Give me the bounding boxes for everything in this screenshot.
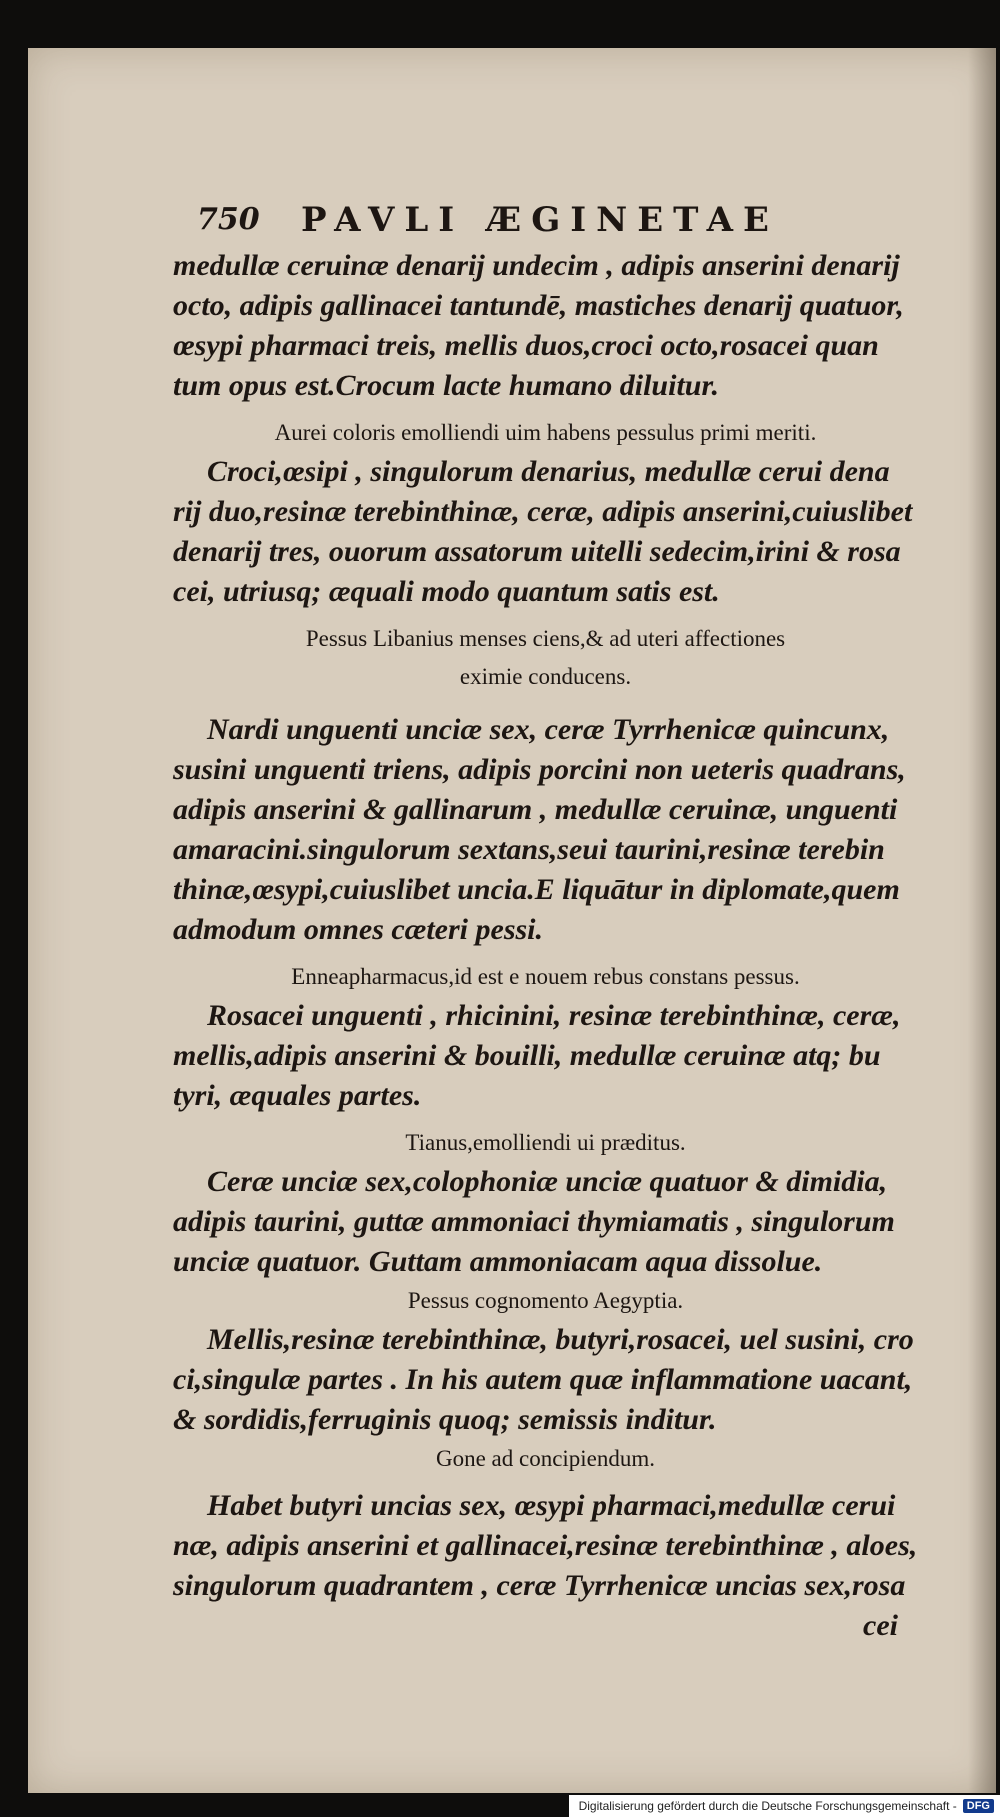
- section-enneapharmacus: [173, 958, 918, 1116]
- digitization-credit: [569, 1795, 1000, 1817]
- recipe-heading: Enneapharmacus,id est e nouem rebus constans pessus.: [291, 964, 800, 989]
- credit-text: Digitalisierung gefördert durch die Deutsche Forschungsgemeinschaft -: [578, 1799, 957, 1813]
- text-line: medullæ ceruinæ denarij undecim , adipis anserini denarij: [173, 249, 900, 282]
- recipe-heading: eximie conducens.: [459, 664, 632, 689]
- page-header: [173, 198, 918, 246]
- section-pessus-libanius: [173, 620, 918, 950]
- text-line: tyri, æquales partes.: [173, 1079, 422, 1112]
- section-gone: [173, 1440, 918, 1606]
- text-line: rij duo,resinæ terebinthinæ, ceræ, adipis anserini,cuiuslibet: [173, 495, 913, 528]
- text-line: ci,singulæ partes . In his autem quæ inflammatione uacant,: [173, 1363, 913, 1396]
- text-line: Rosacei unguenti , rhicinini, resinæ terebinthinæ, ceræ,: [207, 999, 901, 1032]
- text-block: [173, 198, 918, 1646]
- recipe-heading: Aurei coloris emolliendi uim habens pessulus primi meriti.: [274, 420, 817, 445]
- text-line: adipis anserini & gallinarum , medullæ ceruinæ, unguenti: [173, 793, 898, 826]
- text-line: Nardi unguenti unciæ sex, ceræ Tyrrhenicæ quincunx,: [207, 713, 890, 746]
- text-line: Habet butyri uncias sex, œsypi pharmaci,medullæ cerui: [207, 1489, 896, 1522]
- text-line: thinæ,œsypi,cuiuslibet uncia.E liquātur in diplomate,quem: [173, 873, 900, 906]
- text-line: mellis,adipis anserini & bouilli, medullæ ceruinæ atq; bu: [173, 1039, 881, 1072]
- section-tianus: [173, 1124, 918, 1282]
- opening-paragraph: [173, 246, 918, 406]
- book-page: [28, 48, 996, 1793]
- text-line: Mellis,resinæ terebinthinæ, butyri,rosacei, uel susini, cro: [207, 1323, 914, 1356]
- text-line: & sordidis,ferruginis quoq; semissis inditur.: [173, 1403, 717, 1436]
- recipe-heading: Gone ad concipiendum.: [435, 1446, 656, 1471]
- section-pessus-aegyptia: [173, 1282, 918, 1440]
- text-line: Ceræ unciæ sex,colophoniæ unciæ quatuor & dimidia,: [207, 1165, 888, 1198]
- text-line: cei, utriusq; æquali modo quantum satis est.: [173, 575, 720, 608]
- recipe-heading: Pessus Libanius menses ciens,& ad uteri affectiones: [305, 626, 786, 651]
- page-number: 750: [197, 202, 260, 237]
- text-line: susini unguenti triens, adipis porcini non ueteris quadrans,: [173, 753, 906, 786]
- text-line: næ, adipis anserini et gallinacei,resinæ terebinthinæ , aloes,: [173, 1529, 918, 1562]
- text-line: Croci,œsipi , singulorum denarius, medullæ cerui dena: [207, 455, 890, 488]
- text-line: amaracini.singulorum sextans,seui taurini,resinæ terebin: [173, 833, 885, 866]
- text-line: unciæ quatuor. Guttam ammoniacam aqua dissolue.: [173, 1245, 823, 1278]
- recipe-heading: Tianus,emolliendi ui præditus.: [405, 1130, 686, 1155]
- text-line: œsypi pharmaci treis, mellis duos,croci octo,rosacei quan: [173, 329, 879, 362]
- running-title: PAVLI ÆGINETAE: [301, 200, 779, 240]
- text-line: adipis taurini, guttæ ammoniaci thymiamatis , singulorum: [173, 1205, 895, 1238]
- text-line: singulorum quadrantem , ceræ Tyrrhenicæ uncias sex,rosa: [173, 1569, 906, 1602]
- text-line: admodum omnes cæteri pessi.: [173, 913, 544, 946]
- dfg-logo: DFG: [963, 1799, 994, 1813]
- section-aurei-coloris: [173, 414, 918, 612]
- recipe-heading: Pessus cognomento Aegyptia.: [407, 1288, 684, 1313]
- catchword: cei: [863, 1609, 898, 1642]
- text-line: tum opus est.Crocum lacte humano diluitur.: [173, 369, 719, 402]
- text-line: denarij tres, ouorum assatorum uitelli sedecim,irini & rosa: [173, 535, 901, 568]
- text-line: octo, adipis gallinacei tantundē, mastiches denarij quatuor,: [173, 289, 904, 322]
